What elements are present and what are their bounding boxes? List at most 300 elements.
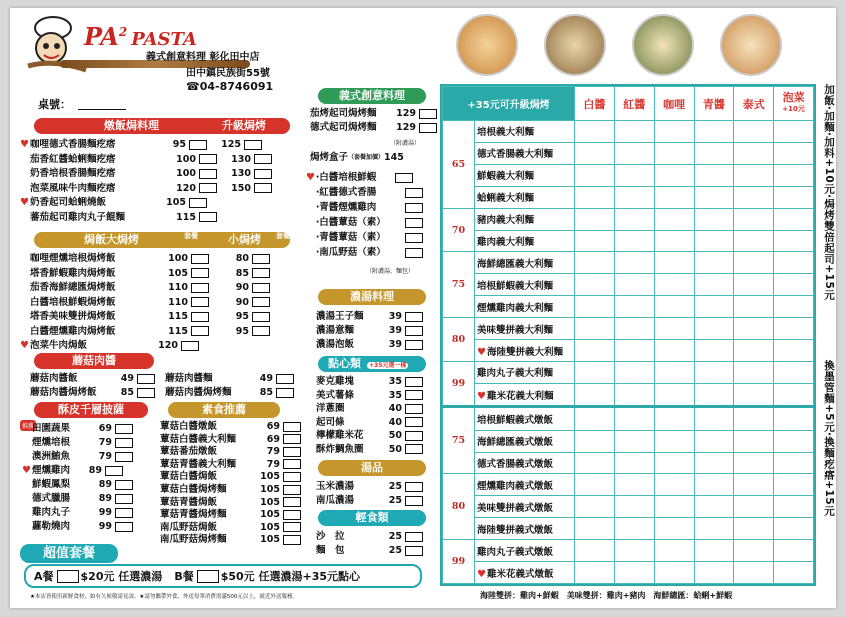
order-cell[interactable] bbox=[614, 562, 654, 584]
menu-item-price: 115 bbox=[168, 311, 188, 322]
order-cell[interactable] bbox=[575, 383, 615, 406]
baked-title2: 小焗烤 bbox=[228, 233, 261, 246]
food-photo-2-icon bbox=[544, 14, 606, 76]
order-cell[interactable] bbox=[654, 230, 694, 252]
order-cell[interactable] bbox=[614, 496, 654, 518]
order-checkbox[interactable] bbox=[115, 522, 133, 532]
order-cell[interactable] bbox=[774, 208, 814, 230]
order-cell[interactable] bbox=[614, 474, 654, 496]
order-checkbox[interactable] bbox=[276, 388, 294, 398]
store-name: 彰化田中店 bbox=[209, 52, 260, 63]
order-cell[interactable] bbox=[774, 383, 814, 406]
pasta-name-cell bbox=[475, 474, 575, 496]
order-cell[interactable] bbox=[575, 452, 615, 474]
order-cell[interactable] bbox=[654, 274, 694, 296]
order-checkbox[interactable] bbox=[105, 466, 123, 476]
order-cell[interactable] bbox=[734, 407, 774, 430]
order-cell[interactable] bbox=[614, 318, 654, 340]
veg-row bbox=[160, 533, 301, 546]
order-cell[interactable] bbox=[774, 496, 814, 518]
order-cell[interactable] bbox=[694, 121, 734, 143]
order-checkbox[interactable] bbox=[405, 417, 423, 427]
order-checkbox[interactable] bbox=[405, 546, 423, 556]
veg-section-header: 素食推薦 bbox=[168, 402, 280, 418]
order-cell[interactable] bbox=[694, 407, 734, 430]
menu-item-name: 德式臘腸 bbox=[32, 493, 71, 504]
order-cell[interactable] bbox=[734, 430, 774, 452]
order-cell[interactable] bbox=[694, 208, 734, 230]
order-checkbox[interactable] bbox=[199, 183, 217, 193]
order-checkbox[interactable] bbox=[405, 390, 423, 400]
order-checkbox[interactable] bbox=[405, 377, 423, 387]
order-cell[interactable] bbox=[694, 296, 734, 318]
order-cell[interactable] bbox=[614, 383, 654, 406]
price-label: 99 bbox=[443, 540, 475, 584]
order-cell[interactable] bbox=[774, 518, 814, 540]
pasta-name: 雞米花義式燉飯 bbox=[486, 568, 554, 580]
order-cell[interactable] bbox=[734, 318, 774, 340]
order-cell[interactable] bbox=[654, 496, 694, 518]
order-cell[interactable] bbox=[694, 496, 734, 518]
order-cell[interactable] bbox=[734, 474, 774, 496]
pasta-name: 鮮蝦義大利麵 bbox=[477, 171, 535, 183]
pasta-row bbox=[443, 208, 814, 230]
order-cell[interactable] bbox=[614, 208, 654, 230]
order-cell[interactable] bbox=[734, 340, 774, 362]
combo-a-text: $20元 任選濃湯 bbox=[80, 570, 163, 583]
order-cell[interactable] bbox=[774, 230, 814, 252]
order-cell[interactable] bbox=[694, 540, 734, 562]
order-checkbox[interactable] bbox=[137, 374, 155, 384]
order-cell[interactable] bbox=[774, 407, 814, 430]
pasta-header-row bbox=[443, 87, 814, 121]
menu-item-price: 35 bbox=[388, 376, 402, 387]
veg-row bbox=[160, 521, 301, 534]
menu-item-name: 南瓜濃湯 bbox=[316, 495, 355, 506]
order-checkbox[interactable] bbox=[252, 268, 270, 278]
order-cell[interactable] bbox=[774, 318, 814, 340]
pasta-name-cell bbox=[475, 496, 575, 518]
soup-item-row bbox=[316, 480, 423, 493]
order-cell[interactable] bbox=[575, 208, 615, 230]
order-cell[interactable] bbox=[694, 318, 734, 340]
menu-item-name: 鮮蝦鳳梨 bbox=[32, 479, 71, 490]
menu-item-name: 澳洲鮪魚 bbox=[32, 451, 71, 462]
order-checkbox[interactable] bbox=[283, 497, 301, 507]
order-checkbox[interactable] bbox=[395, 173, 413, 183]
order-cell[interactable] bbox=[654, 296, 694, 318]
order-checkbox[interactable] bbox=[191, 254, 209, 264]
order-cell[interactable] bbox=[614, 252, 654, 274]
small-bake-price: 90 bbox=[235, 296, 249, 308]
order-cell[interactable] bbox=[575, 430, 615, 452]
menu-item-name: 咖哩德式香腸麵疙瘩 bbox=[29, 139, 116, 150]
order-cell[interactable] bbox=[694, 562, 734, 584]
chef-logo-icon bbox=[18, 14, 88, 78]
order-checkbox[interactable] bbox=[191, 312, 209, 322]
small-bake-price: 85 bbox=[235, 267, 249, 279]
order-cell[interactable] bbox=[614, 430, 654, 452]
order-checkbox[interactable] bbox=[191, 326, 209, 336]
order-checkbox[interactable] bbox=[181, 341, 199, 351]
order-checkbox[interactable] bbox=[405, 496, 423, 506]
price-label: 70 bbox=[443, 208, 475, 252]
order-cell[interactable] bbox=[774, 340, 814, 362]
order-checkbox[interactable] bbox=[405, 482, 423, 492]
order-cell[interactable] bbox=[575, 540, 615, 562]
order-cell[interactable] bbox=[654, 383, 694, 406]
order-cell[interactable] bbox=[575, 562, 615, 584]
soup-section-header: 湯品 bbox=[318, 460, 426, 476]
order-cell[interactable] bbox=[774, 252, 814, 274]
snack-row bbox=[316, 443, 423, 456]
light-section-header: 輕食類 bbox=[318, 510, 426, 526]
order-checkbox[interactable] bbox=[405, 312, 423, 322]
menu-item-price: 99 bbox=[98, 507, 112, 518]
menu-item-name: 酥炸鯛魚圈 bbox=[316, 443, 364, 455]
combo-a-checkbox[interactable] bbox=[57, 570, 79, 583]
pizza-row bbox=[32, 422, 133, 435]
order-cell[interactable] bbox=[694, 230, 734, 252]
pasta-name-cell bbox=[475, 164, 575, 186]
order-checkbox[interactable] bbox=[191, 283, 209, 293]
order-cell[interactable] bbox=[654, 452, 694, 474]
order-cell[interactable] bbox=[734, 296, 774, 318]
order-checkbox[interactable] bbox=[283, 434, 301, 444]
order-cell[interactable] bbox=[654, 407, 694, 430]
order-cell[interactable] bbox=[575, 296, 615, 318]
order-checkbox[interactable] bbox=[405, 326, 423, 336]
menu-item-name: 蕃茄起司雞肉丸子餛麵 bbox=[30, 211, 126, 223]
pasta-name-cell bbox=[475, 296, 575, 318]
order-cell[interactable] bbox=[575, 164, 615, 186]
order-cell[interactable] bbox=[694, 474, 734, 496]
pizza-row bbox=[22, 464, 123, 477]
order-checkbox[interactable] bbox=[115, 438, 133, 448]
order-cell[interactable] bbox=[734, 361, 774, 383]
pasta-name: 雞肉丸子義式燉飯 bbox=[477, 546, 554, 558]
order-cell[interactable] bbox=[654, 318, 694, 340]
phone-row bbox=[186, 80, 273, 93]
order-cell[interactable] bbox=[575, 318, 615, 340]
order-cell[interactable] bbox=[654, 121, 694, 143]
pasta-name: 煙燻雞肉義式燉飯 bbox=[477, 480, 554, 492]
order-checkbox[interactable] bbox=[254, 154, 272, 164]
order-cell[interactable] bbox=[694, 186, 734, 208]
order-cell[interactable] bbox=[774, 296, 814, 318]
menu-item-name: 煙燻雞肉 bbox=[31, 465, 70, 476]
order-cell[interactable] bbox=[774, 121, 814, 143]
order-checkbox[interactable] bbox=[199, 154, 217, 164]
order-cell[interactable] bbox=[654, 186, 694, 208]
order-cell[interactable] bbox=[734, 274, 774, 296]
order-cell[interactable] bbox=[694, 361, 734, 383]
order-cell[interactable] bbox=[614, 407, 654, 430]
order-cell[interactable] bbox=[575, 274, 615, 296]
menu-item-price: 105 bbox=[168, 267, 188, 279]
order-cell[interactable] bbox=[774, 274, 814, 296]
right-note: 加飯‧加麵‧加料+10元‧焗烤雙倍起司+15元 bbox=[823, 84, 835, 301]
menu-item-price: 79 bbox=[98, 437, 112, 448]
order-checkbox[interactable] bbox=[283, 522, 301, 532]
order-cell[interactable] bbox=[575, 474, 615, 496]
order-cell[interactable] bbox=[614, 274, 654, 296]
menu-item-name: ‧白醬蕈菇（素） bbox=[316, 217, 386, 228]
pizza-row bbox=[32, 492, 133, 505]
veg-row bbox=[160, 470, 301, 483]
order-checkbox[interactable] bbox=[254, 169, 272, 179]
risotto-row bbox=[30, 211, 217, 224]
order-cell[interactable] bbox=[774, 540, 814, 562]
menu-item-price: 100 bbox=[168, 253, 188, 264]
order-checkbox[interactable] bbox=[252, 312, 270, 322]
order-checkbox[interactable] bbox=[405, 218, 423, 228]
upgrade-label: +35元可升級焗烤 bbox=[443, 87, 575, 121]
order-cell[interactable] bbox=[774, 474, 814, 496]
order-cell[interactable] bbox=[654, 340, 694, 362]
menu-item-name: 蕈菇青醬義大利麵 bbox=[160, 458, 237, 470]
order-cell[interactable] bbox=[575, 518, 615, 540]
menu-item-price: 39 bbox=[388, 339, 402, 350]
order-cell[interactable] bbox=[734, 164, 774, 186]
order-cell[interactable] bbox=[774, 562, 814, 584]
bakebox-row bbox=[316, 246, 423, 259]
order-checkbox[interactable] bbox=[191, 268, 209, 278]
order-cell[interactable] bbox=[734, 496, 774, 518]
menu-item-name: 沙 拉 bbox=[316, 531, 345, 542]
pasta-name-cell bbox=[475, 121, 575, 143]
order-checkbox[interactable] bbox=[283, 422, 301, 432]
menu-item-price: 110 bbox=[168, 296, 188, 308]
menu-item-name: 塔香鮮蝦雞肉焗烤飯 bbox=[30, 267, 116, 279]
order-checkbox[interactable] bbox=[405, 532, 423, 542]
order-checkbox[interactable] bbox=[405, 340, 423, 350]
order-checkbox[interactable] bbox=[419, 109, 437, 119]
order-checkbox[interactable] bbox=[405, 233, 423, 243]
price-label: 80 bbox=[443, 474, 475, 540]
order-checkbox[interactable] bbox=[115, 480, 133, 490]
order-checkbox[interactable] bbox=[252, 326, 270, 336]
order-cell[interactable] bbox=[734, 383, 774, 406]
order-cell[interactable] bbox=[614, 230, 654, 252]
menu-item-price: 99 bbox=[98, 521, 112, 532]
menu-item-name: 美式薯條 bbox=[316, 389, 355, 401]
small-bake-price: 95 bbox=[235, 311, 249, 322]
order-cell[interactable] bbox=[774, 430, 814, 452]
order-cell[interactable] bbox=[654, 430, 694, 452]
order-cell[interactable] bbox=[654, 562, 694, 584]
pasta-row bbox=[443, 142, 814, 164]
italian-section-header: 義式創意料理 bbox=[318, 88, 426, 104]
menu-item-name: 泡菜牛肉焗飯 bbox=[29, 340, 87, 351]
veg-row bbox=[160, 433, 301, 446]
menu-item-name: 蕈菇白醬燉飯 bbox=[160, 421, 218, 432]
combo-a-label: A餐 bbox=[34, 570, 54, 583]
order-checkbox[interactable] bbox=[189, 140, 207, 150]
order-cell[interactable] bbox=[614, 296, 654, 318]
menu-item-price: 85 bbox=[120, 387, 134, 398]
order-cell[interactable] bbox=[694, 252, 734, 274]
order-cell[interactable] bbox=[614, 361, 654, 383]
baked-row bbox=[30, 267, 270, 280]
order-cell[interactable] bbox=[734, 252, 774, 274]
order-checkbox[interactable] bbox=[252, 254, 270, 264]
order-cell[interactable] bbox=[774, 164, 814, 186]
order-checkbox[interactable] bbox=[405, 431, 423, 441]
logo-main: PA bbox=[84, 22, 119, 51]
order-cell[interactable] bbox=[575, 361, 615, 383]
order-checkbox[interactable] bbox=[405, 404, 423, 414]
order-cell[interactable] bbox=[575, 121, 615, 143]
order-cell[interactable] bbox=[734, 186, 774, 208]
order-cell[interactable] bbox=[694, 142, 734, 164]
order-cell[interactable] bbox=[654, 540, 694, 562]
menu-item-price: 85 bbox=[259, 387, 273, 398]
order-cell[interactable] bbox=[774, 452, 814, 474]
pasta-row bbox=[443, 383, 814, 406]
order-checkbox[interactable] bbox=[405, 248, 423, 258]
pasta-name-cell bbox=[475, 407, 575, 430]
order-cell[interactable] bbox=[575, 407, 615, 430]
order-cell[interactable] bbox=[734, 230, 774, 252]
pasta-name-cell bbox=[475, 186, 575, 208]
combo-b-label: B餐 bbox=[174, 570, 194, 583]
order-checkbox[interactable] bbox=[199, 169, 217, 179]
menu-item-price: 95 bbox=[172, 139, 186, 150]
order-cell[interactable] bbox=[614, 540, 654, 562]
order-cell[interactable] bbox=[654, 252, 694, 274]
order-cell[interactable] bbox=[694, 430, 734, 452]
pizza-row bbox=[32, 436, 133, 449]
order-cell[interactable] bbox=[654, 361, 694, 383]
pasta-name: 雞肉義大利麵 bbox=[477, 236, 535, 248]
table-label: 桌號： bbox=[38, 98, 71, 111]
order-cell[interactable] bbox=[774, 186, 814, 208]
combo-b-checkbox[interactable] bbox=[197, 570, 219, 583]
order-checkbox[interactable] bbox=[283, 535, 301, 545]
order-cell[interactable] bbox=[774, 142, 814, 164]
pasta-name: 德式香腸義大利麵 bbox=[477, 149, 554, 161]
menu-item-price: 49 bbox=[259, 373, 273, 384]
order-cell[interactable] bbox=[694, 164, 734, 186]
menu-item-price: 79 bbox=[98, 451, 112, 462]
order-cell[interactable] bbox=[614, 340, 654, 362]
order-cell[interactable] bbox=[614, 186, 654, 208]
bakebox-title-small: （套餐加價） bbox=[348, 154, 385, 161]
order-checkbox[interactable] bbox=[115, 494, 133, 504]
menu-item-name: 茄香紅醬蛤蜊麵疙瘩 bbox=[30, 153, 116, 165]
menu-item-price: 120 bbox=[158, 340, 178, 351]
menu-item-name: 塔香美味雙拼焗烤飯 bbox=[30, 311, 116, 322]
order-cell[interactable] bbox=[774, 361, 814, 383]
order-checkbox[interactable] bbox=[137, 388, 155, 398]
menu-item-price: 120 bbox=[176, 182, 196, 194]
order-cell[interactable] bbox=[575, 142, 615, 164]
order-cell[interactable] bbox=[614, 121, 654, 143]
order-cell[interactable] bbox=[654, 142, 694, 164]
order-cell[interactable] bbox=[575, 252, 615, 274]
order-cell[interactable] bbox=[694, 383, 734, 406]
pasta-name-cell bbox=[475, 142, 575, 164]
bakebox-note: （附濃湯、麵包） bbox=[366, 268, 415, 275]
order-checkbox[interactable] bbox=[191, 297, 209, 307]
order-cell[interactable] bbox=[734, 540, 774, 562]
order-checkbox[interactable] bbox=[199, 212, 217, 222]
pasta-name-cell bbox=[475, 208, 575, 230]
order-cell[interactable] bbox=[734, 452, 774, 474]
order-checkbox[interactable] bbox=[405, 188, 423, 198]
order-checkbox[interactable] bbox=[115, 452, 133, 462]
order-cell[interactable] bbox=[575, 496, 615, 518]
order-checkbox[interactable] bbox=[252, 283, 270, 293]
order-cell[interactable] bbox=[734, 142, 774, 164]
order-checkbox[interactable] bbox=[283, 459, 301, 469]
order-cell[interactable] bbox=[654, 164, 694, 186]
order-checkbox[interactable] bbox=[189, 198, 207, 208]
order-cell[interactable] bbox=[654, 518, 694, 540]
light-row bbox=[316, 544, 423, 557]
menu-item-name: 茄香海鮮總匯焗烤飯 bbox=[30, 282, 116, 293]
col-pesto: 青醬 bbox=[694, 87, 734, 121]
order-cell[interactable] bbox=[734, 208, 774, 230]
pasta-row bbox=[443, 252, 814, 274]
order-cell[interactable] bbox=[694, 340, 734, 362]
order-cell[interactable] bbox=[694, 452, 734, 474]
col-kimchi-note: +10元 bbox=[782, 105, 805, 113]
order-cell[interactable] bbox=[614, 452, 654, 474]
order-cell[interactable] bbox=[734, 518, 774, 540]
menu-item-name: 洋蔥圈 bbox=[316, 403, 345, 414]
order-cell[interactable] bbox=[654, 208, 694, 230]
price-label: 99 bbox=[443, 361, 475, 406]
order-checkbox[interactable] bbox=[115, 508, 133, 518]
baked-section-header bbox=[34, 232, 290, 248]
order-checkbox[interactable] bbox=[283, 510, 301, 520]
order-checkbox[interactable] bbox=[283, 472, 301, 482]
order-checkbox[interactable] bbox=[405, 203, 423, 213]
order-cell[interactable] bbox=[575, 340, 615, 362]
menu-item-price: 105 bbox=[260, 496, 280, 508]
pasta-name-cell bbox=[475, 318, 575, 340]
order-cell[interactable] bbox=[654, 474, 694, 496]
small-bake-price: 90 bbox=[235, 282, 249, 293]
order-cell[interactable] bbox=[694, 518, 734, 540]
order-cell[interactable] bbox=[694, 274, 734, 296]
menu-item-price: 25 bbox=[388, 495, 402, 506]
order-checkbox[interactable] bbox=[283, 447, 301, 457]
order-cell[interactable] bbox=[614, 164, 654, 186]
order-cell[interactable] bbox=[614, 142, 654, 164]
heart-icon: ♥ bbox=[477, 568, 486, 580]
order-cell[interactable] bbox=[734, 562, 774, 584]
order-checkbox[interactable] bbox=[283, 485, 301, 495]
menu-item-price: 115 bbox=[168, 325, 188, 337]
pasta-name: 雞米花義大利麵 bbox=[486, 390, 554, 402]
order-checkbox[interactable] bbox=[252, 297, 270, 307]
order-cell[interactable] bbox=[734, 121, 774, 143]
order-checkbox[interactable] bbox=[115, 424, 133, 434]
order-checkbox[interactable] bbox=[405, 444, 423, 454]
menu-item-price: 105 bbox=[260, 534, 280, 546]
order-cell[interactable] bbox=[575, 186, 615, 208]
order-checkbox[interactable] bbox=[419, 123, 437, 133]
order-cell[interactable] bbox=[575, 230, 615, 252]
order-cell[interactable] bbox=[614, 518, 654, 540]
footer-note: ★本店皆使用新鮮食材，如有久候敬請見諒。★請勿攜帶外食，外送每筆消費需滿500元以上，就近外送服務。 bbox=[30, 594, 298, 600]
order-checkbox[interactable] bbox=[254, 183, 272, 193]
order-checkbox[interactable] bbox=[276, 374, 294, 384]
order-checkbox[interactable] bbox=[244, 140, 262, 150]
